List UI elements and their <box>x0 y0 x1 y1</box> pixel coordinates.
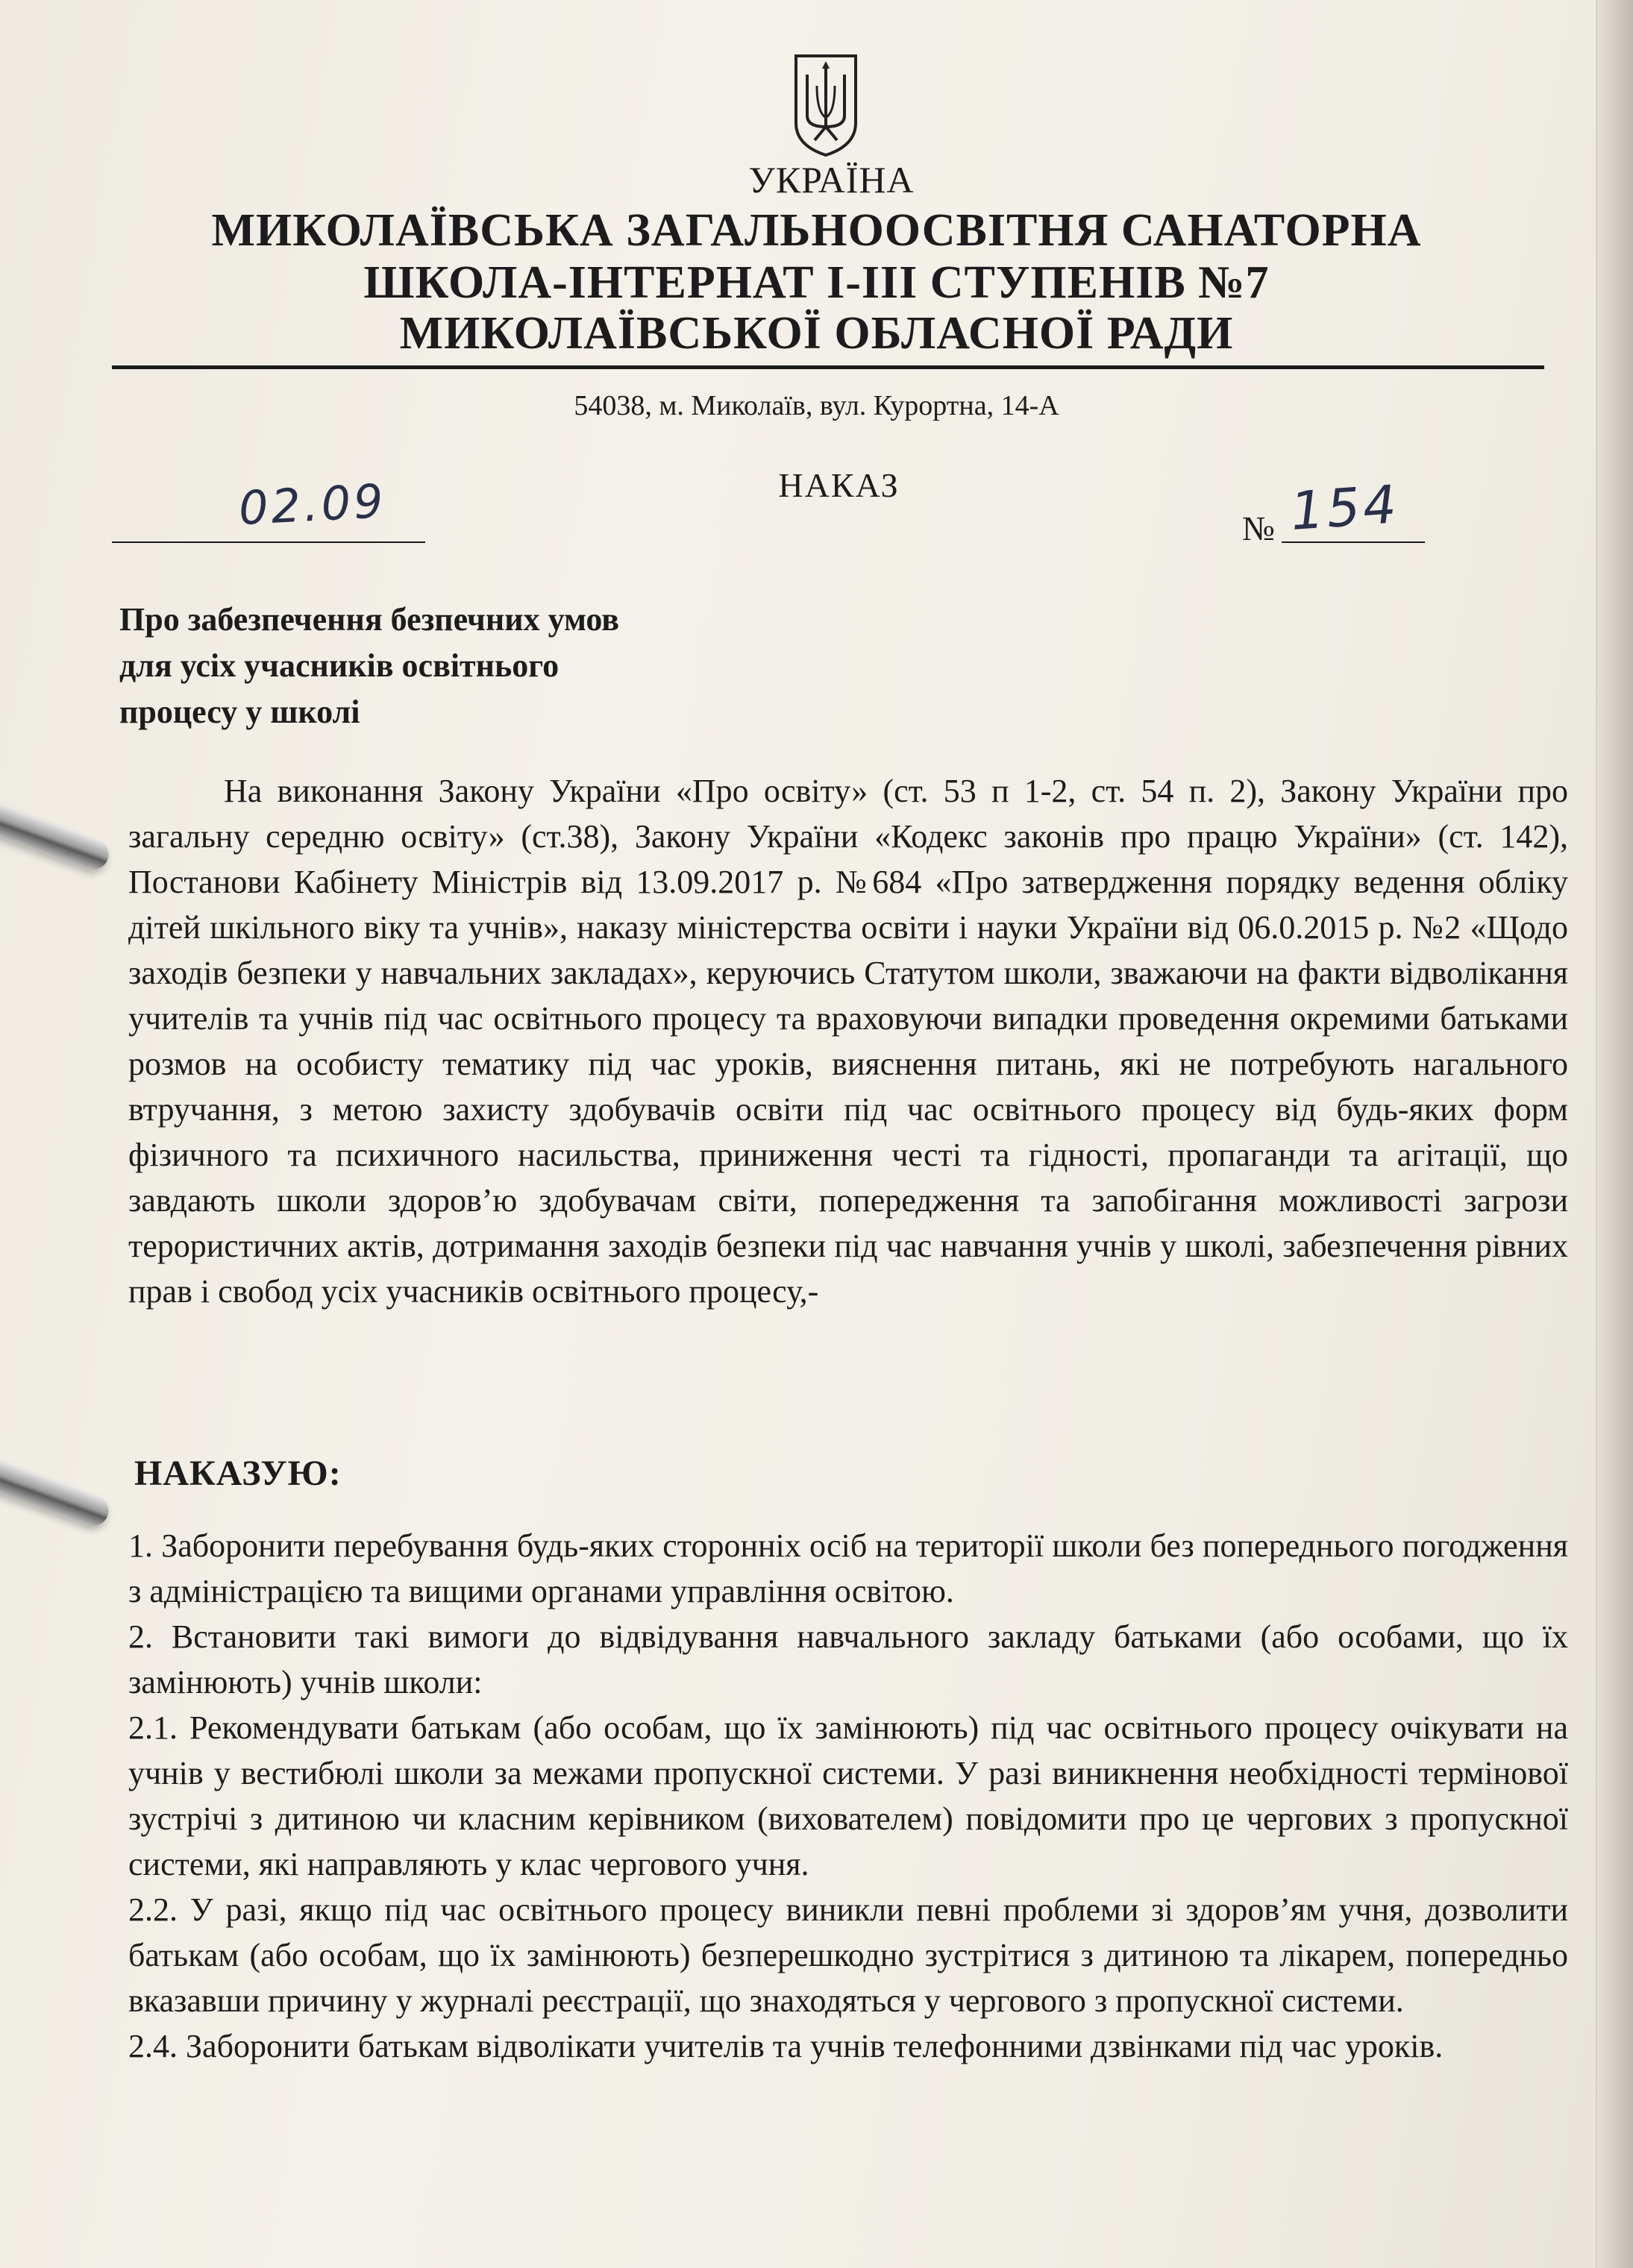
order-item: 2.2. У разі, якщо під час освітнього процесу виникли певні проблеми зі здоров’ям учня, дозволити батькам (або особам, що їх замінюють) безперешкодно зустрітися з дитиною та лікарем, попередньо вказавши причину у журналі реєстрації, що знаходяться у чергового з пропускної системи. <box>128 1891 1568 2019</box>
date-underline <box>112 541 425 543</box>
org-name-line-1: МИКОЛАЇВСЬКА ЗАГАЛЬНООСВІТНЯ САНАТОРНА <box>211 205 1422 256</box>
binder-ring <box>0 797 113 874</box>
number-underline <box>1282 541 1425 543</box>
handwritten-order-number: 154 <box>1288 474 1402 542</box>
school-address: 54038, м. Миколаїв, вул. Курортна, 14-А <box>574 390 1059 421</box>
order-item: 2.1. Рекомендувати батькам (або особам, що їх замінюють) під час освітнього процесу очікувати на учнів у вестибюлі школи за межами пропускної системи. У разі виникнення необхідності термінової зустрічі з дитиною чи класним керівником (вихователем) повідомити про це чергових з пропускної системи, які направляють у клас чергового учня. <box>128 1709 1568 1882</box>
binder-ring <box>0 1454 113 1530</box>
header-rule <box>112 365 1544 369</box>
order-item: 1. Заборонити перебування будь-яких сторонніх осіб на території школи без попереднього погодження з адміністрацією та вищими органами управління освітою. <box>128 1527 1568 1609</box>
order-items <box>128 1523 1568 2069</box>
preamble-paragraph: На виконання Закону України «Про освіту» (ст. 53 п 1-2, ст. 54 п. 2), Закону України про загальну середню освіту» (ст.38), Закону України «Кодекс законів про працю України» (ст. 142), Постанови Кабінету Міністрів від 13.09.2017 р. №684 «Про затвердження порядку ведення обліку дітей шкільного віку та учнів», наказу міністерства освіти і науки України від 06.0.2015 р. №2 «Щодо заходів безпеки у навчальних закладах», керуючись Статутом школи, зважаючи на факти відволікання учителів та учнів під час освітнього процесу та враховуючи випадки проведення окремими батьками розмов на особисту тематику під час уроків, вияснення питань, які не потребують нагального втручання, з метою захисту здобувачів освіти під час освітнього процесу від будь-яких форм фізичного та психичного насильства, приниження честі та гідності, пропаганди та агітації, що завдають школи здоров’ю здобувачам світи, попередження та запобігання можливості загрози терористичних актів, дотримання заходів безпеки під час навчання учнів у школі, забезпечення рівних прав і свобод усіх учасників освітнього процесу,- <box>128 773 1568 1310</box>
order-subject <box>119 597 791 735</box>
order-item: 2. Встановити такі вимоги до відвідування навчального закладу батьками (або особами, що їх замінюють) учнів школи: <box>128 1618 1568 1700</box>
trident-coat-of-arms-icon <box>792 52 859 157</box>
org-name-line-2: ШКОЛА-ІНТЕРНАТ І-ІІІ СТУПЕНІВ №7 <box>363 257 1270 308</box>
order-item: 2.4. Заборонити батькам відволікати учителів та учнів телефонними дзвінками під час уроків. <box>128 2028 1444 2064</box>
subject-line: для усіх учасників освітнього <box>119 647 560 684</box>
org-name-line-3: МИКОЛАЇВСЬКОЇ ОБЛАСНОЇ РАДИ <box>399 308 1234 359</box>
handwritten-date: 02.09 <box>237 473 388 536</box>
country-name: УКРАЇНА <box>748 159 915 201</box>
document-type: НАКАЗ <box>778 466 900 504</box>
order-number-label: № <box>1242 509 1275 547</box>
order-heading: НАКАЗУЮ: <box>134 1454 342 1493</box>
subject-line: процесу у школі <box>119 694 360 730</box>
subject-line: Про забезпечення безпечних умов <box>119 601 620 638</box>
